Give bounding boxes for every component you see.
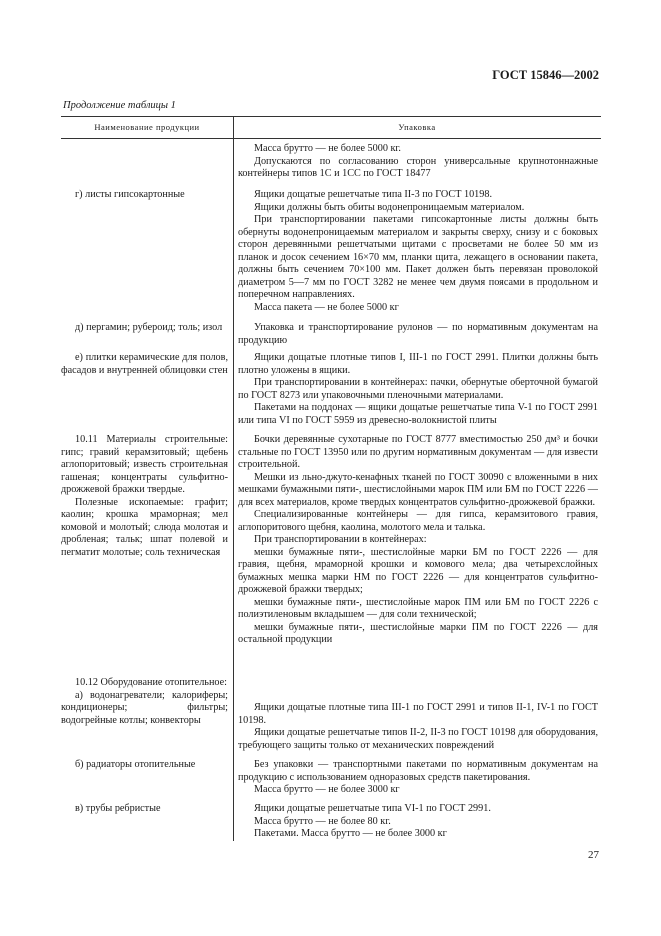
packaging-finned-pipes (238, 803, 598, 841)
product-name: Полезные ископаемые: графит; каолин; крошка мраморная; мел комовой и молотый; слюда молотая и дробленая; тальк; шпат полевой и пегматит молотые; соль техническая (61, 496, 228, 558)
cell-text: Пакетами на поддонах — ящики дощатые решетчатые типа V-1 по ГОСТ 2991 или типа VI по ГОСТ 5959 из древесно-волокнистой плиты (238, 402, 598, 426)
product-roofing (61, 322, 228, 335)
cell-text: Масса брутто — не более 3000 кг (254, 784, 400, 795)
cell-text: Без упаковки — транспортными пакетами по нормативным документам на продукцию с использованием одноразовых средств пакетирования. (238, 759, 598, 783)
product-ceramic-tiles (61, 352, 228, 377)
cell-text: Бочки деревянные сухотарные по ГОСТ 8777 вместимостью 250 дм³ и бочки стальные по ГОСТ 13950 или по другим нормативным документам — для извести строительной. (238, 434, 598, 470)
page-number: 27 (588, 849, 599, 861)
packaging-building-materials (238, 434, 598, 647)
product-name: д) пергамин; рубероид; толь; изол (75, 322, 223, 333)
product-building-materials (61, 434, 228, 559)
product-name: 10.12 Оборудование отопительное: (75, 677, 227, 688)
table-row-continuation (238, 143, 598, 181)
cell-text: При транспортировании пакетами гипсокартонные листы должны быть обернуты водонепроницаемым материалом и закрыты сверху, снизу и с боковых сторон деревянными решетчатыми щитами с просветами не более 50 мм из планок и досок сечением 16×70 мм, планки щита, лежащего в основании пакета, должны быть сечением 70×100 мм. Пакет должен быть перевязан проволокой диаметром 5—7 мм по ГОСТ 3282 не менее чем двумя поясами в продольном и поперечном направлениях. (238, 214, 598, 300)
cell-text: Масса брутто — не более 80 кг. (254, 815, 391, 827)
cell-text: При транспортировании в контейнерах: пачки, обернутые оберточной бумагой по ГОСТ 8273 или упаковочными пленочными материалами. (238, 377, 598, 401)
packaging-roofing (238, 322, 598, 347)
cell-text: Ящики дощатые плотные типа III-1 по ГОСТ 2991 и типов II-1, IV-1 по ГОСТ 10198. (238, 702, 598, 726)
product-radiators (61, 759, 228, 772)
product-name: в) трубы ребристые (75, 803, 161, 814)
cell-text: Ящики дощатые плотные типов I, III-1 по ГОСТ 2991. Плитки должны быть плотно уложены в ящики. (238, 352, 598, 376)
packaging-gypsum-boards (238, 189, 598, 314)
table-continuation-caption: Продолжение таблицы 1 (63, 100, 176, 111)
cell-text: мешки бумажные пяти-, шестислойные марок ПМ или БМ по ГОСТ 2226 с полиэтиленовым вкладышем — для соли технической; (238, 596, 598, 620)
cell-text: Ящики дощатые решетчатые типов II-2, II-3 по ГОСТ 10198 для оборудования, требующего защиты только от механических повреждений (238, 727, 598, 751)
packaging-radiators (238, 759, 598, 797)
cell-text: Масса брутто — не более 5000 кг. (254, 143, 401, 154)
cell-text: При транспортировании в контейнерах: (254, 534, 427, 545)
cell-text: мешки бумажные пяти-, шестислойные марки ПМ по ГОСТ 2226 — для остальной продукции (238, 621, 598, 645)
cell-text: Ящики дощатые решетчатые типа II-3 по ГОСТ 10198. (254, 189, 492, 200)
cell-text: Пакетами. Масса брутто — не более 3000 кг (254, 828, 447, 839)
product-name: е) плитки керамические для полов, фасадов и внутренней облицовки стен (61, 352, 228, 376)
cell-text: Специализированные контейнеры — для гипса, керамзитового гравия, аглопоритового щебня, каолина, молотого мела и талька. (238, 509, 598, 533)
packaging-ceramic-tiles (238, 352, 598, 427)
product-heating-equipment (61, 677, 228, 727)
document-code: ГОСТ 15846—2002 (492, 68, 599, 82)
packaging-table (61, 116, 601, 841)
table-header-rule (61, 138, 601, 139)
product-name: 10.11 Материалы строительные: гипс; гравий керамзитовый; щебень аглопоритовый; известь строительная гашеная; концентраты сульфитно-дрожжевой бражки твердые. (61, 434, 228, 495)
product-gypsum-boards (61, 189, 228, 202)
product-name: б) радиаторы отопительные (75, 759, 196, 770)
packaging-heating-equipment (238, 702, 598, 752)
product-finned-pipes (61, 803, 228, 816)
cell-text: Допускаются по согласованию сторон универсальные крупнотоннажные контейнеры типов 1С и 1СС по ГОСТ 18477 (238, 155, 598, 179)
cell-text: Масса пакета — не более 5000 кг (254, 301, 399, 313)
table-column-divider (233, 116, 234, 841)
column-header-packaging: Упаковка (398, 122, 436, 132)
product-name: г) листы гипсокартонные (75, 189, 185, 200)
column-header-product: Наименование продукции (94, 122, 200, 132)
cell-text: Ящики должны быть обиты водонепроницаемым материалом. (254, 201, 525, 213)
product-name: а) водонагреватели; калориферы; кондиционеры; фильтры; водогрейные котлы; конвекторы (61, 689, 228, 726)
table-top-rule (61, 116, 601, 117)
cell-text: Мешки из льно-джуто-кенафных тканей по ГОСТ 30090 с вложенными в них мешками бумажными пяти-, шестислойными марок ПМ или БМ по ГОСТ 2226 — для всех материалов, кроме твердых концентратов сульфитно-дрожжевой бражки. (238, 471, 598, 508)
cell-text: мешки бумажные пяти-, шестислойные марки БМ по ГОСТ 2226 — для гравия, щебня, мраморной крошки и комового мела; два четырехслойных бумажных мешка марки НМ по ГОСТ 2226 — для концентратов сульфитно-дрожжевой бражки твердых; (238, 546, 598, 595)
cell-text: Ящики дощатые решетчатые типа VI-1 по ГОСТ 2991. (254, 803, 491, 814)
cell-text: Упаковка и транспортирование рулонов — по нормативным документам на продукцию (238, 322, 598, 346)
